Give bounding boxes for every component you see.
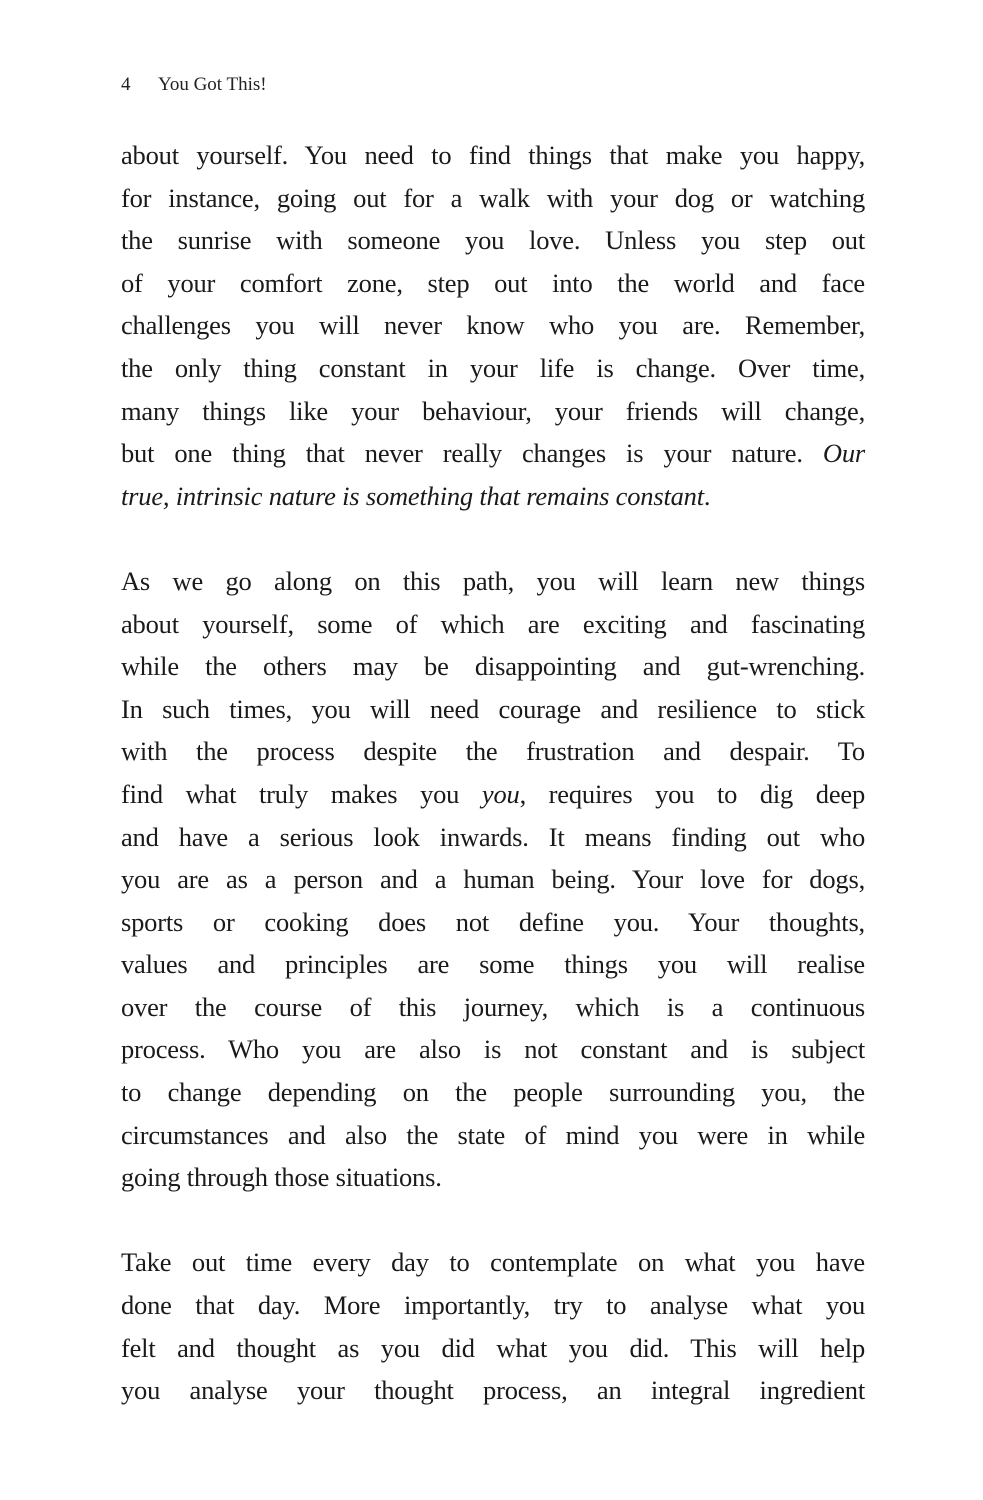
text-line: values and principles are some things you will realise	[121, 949, 865, 980]
text-line: felt and thought as you did what you did. This will help	[121, 1332, 865, 1363]
text-line: the only thing constant in your life is change. Over time,	[121, 352, 865, 383]
text-line: As we go along on this path, you will learn new things	[121, 565, 865, 596]
paragraph-gap	[121, 517, 865, 560]
text-line: the sunrise with someone you love. Unless you step out	[121, 225, 865, 256]
text-line: done that day. More importantly, try to analyse what you	[121, 1290, 865, 1321]
italic-emphasis: Our	[822, 438, 865, 469]
text-line: while the others may be disappointing and gut-wrenching.	[121, 651, 865, 682]
text-line	[121, 432, 865, 475]
text-line: of your comfort zone, step out into the world and face	[121, 267, 865, 298]
page-number: 4	[121, 74, 131, 95]
text-line: sports or cooking does not define you. Your thoughts,	[121, 906, 865, 937]
italic-emphasis: true, intrinsic nature is something that remains constant	[121, 480, 704, 511]
text-line: challenges you will never know who you are. Remember,	[121, 310, 865, 341]
text-run: but one thing that never really changes is your nature.	[121, 438, 823, 469]
text-run: .	[703, 480, 711, 511]
text-line: with the process despite the frustration and despair. To	[121, 736, 865, 767]
text-line: circumstances and also the state of mind you were in while	[121, 1119, 865, 1150]
text-line: you are as a person and a human being. Your love for dogs,	[121, 864, 865, 895]
running-head	[121, 74, 267, 96]
text-line: and have a serious look inwards. It means finding out who	[121, 821, 865, 852]
text-line: process. Who you are also is not constant and is subject	[121, 1034, 865, 1065]
text-line	[121, 475, 865, 518]
text-line: for instance, going out for a walk with your dog or watching	[121, 182, 865, 213]
paragraph-3	[121, 1241, 865, 1411]
text-line: In such times, you will need courage and resilience to stick	[121, 693, 865, 724]
body-text	[121, 134, 865, 1412]
text-line: about yourself, some of which are exciting and fascinating	[121, 608, 865, 639]
text-line	[121, 773, 865, 816]
italic-emphasis: you	[481, 778, 520, 809]
text-run: find what truly makes you	[121, 778, 482, 809]
text-line: about yourself. You need to find things that make you happy,	[121, 140, 865, 170]
text-line: you analyse your thought process, an integral ingredient	[121, 1375, 865, 1406]
text-line: over the course of this journey, which is a continuous	[121, 991, 865, 1022]
running-title: You Got This!	[158, 74, 267, 95]
paragraph-gap	[121, 1199, 865, 1242]
text-run: , requires you to dig deep	[519, 778, 865, 809]
paragraph-1	[121, 134, 865, 517]
paragraph-2	[121, 560, 865, 1199]
text-line: many things like your behaviour, your friends will change,	[121, 395, 865, 426]
text-line: to change depending on the people surrounding you, the	[121, 1077, 865, 1108]
text-line: Take out time every day to contemplate on what you have	[121, 1247, 865, 1278]
text-line: going through those situations.	[121, 1162, 442, 1193]
